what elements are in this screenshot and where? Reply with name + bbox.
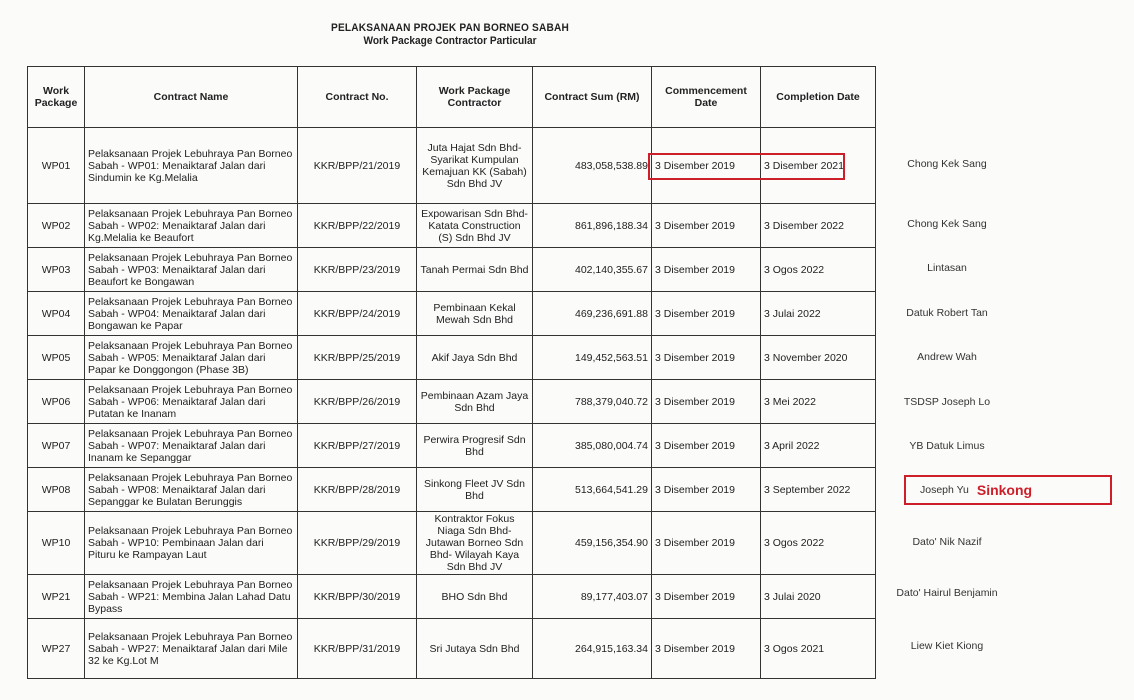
cell-contractor: Sri Jutaya Sdn Bhd xyxy=(417,619,533,679)
cell-commencement-date: 3 Disember 2019 xyxy=(652,619,761,679)
table-row xyxy=(28,619,876,679)
cell-contract-name: Pelaksanaan Projek Lebuhraya Pan Borneo Sabah - WP07: Menaiktaraf Jalan dari Inanam ke Sepanggar xyxy=(85,424,298,468)
cell-contract-sum: 385,080,004.74 xyxy=(533,424,652,468)
cell-completion-date: 3 Ogos 2022 xyxy=(761,512,876,575)
cell-completion-date: 3 Julai 2020 xyxy=(761,575,876,619)
document-subtitle: Work Package Contractor Particular xyxy=(363,35,537,47)
representative-name: Datuk Robert Tan xyxy=(906,307,988,319)
representative-name: YB Datuk Limus xyxy=(909,440,985,452)
cell-commencement-date: 3 Disember 2019 xyxy=(652,336,761,380)
cell-commencement-date: 3 Disember 2019 xyxy=(652,128,761,204)
table-row xyxy=(28,512,876,575)
representative-name: TSDSP Joseph Lo xyxy=(903,396,991,408)
cell-contract-name: Pelaksanaan Projek Lebuhraya Pan Borneo Sabah - WP05: Menaiktaraf Jalan dari Papar ke Donggongon (Phase 3B) xyxy=(85,336,298,380)
cell-commencement-date: 3 Disember 2019 xyxy=(652,248,761,292)
sinkong-highlight-box xyxy=(904,475,1112,505)
table-header-row xyxy=(28,67,876,128)
date-highlight-box xyxy=(648,153,845,180)
cell-contract-sum: 264,915,163.34 xyxy=(533,619,652,679)
cell-contract-name: Pelaksanaan Projek Lebuhraya Pan Borneo Sabah - WP06: Menaiktaraf Jalan dari Putatan ke Inanam xyxy=(85,380,298,424)
cell-contract-name: Pelaksanaan Projek Lebuhraya Pan Borneo Sabah - WP10: Pembinaan Jalan dari Pituru ke Rampayan Laut xyxy=(85,512,298,575)
sinkong-annotation: Sinkong xyxy=(976,482,1033,498)
header-contract-sum: Contract Sum (RM) xyxy=(533,67,652,128)
cell-work-package: WP08 xyxy=(28,468,85,512)
cell-contract-sum: 513,664,541.29 xyxy=(533,468,652,512)
cell-contract-no: KKR/BPP/25/2019 xyxy=(298,336,417,380)
cell-contract-no: KKR/BPP/21/2019 xyxy=(298,128,417,204)
cell-completion-date: 3 September 2022 xyxy=(761,468,876,512)
representative-name: Liew Kiet Kiong xyxy=(910,640,984,652)
cell-contract-no: KKR/BPP/28/2019 xyxy=(298,468,417,512)
cell-contractor: Kontraktor Fokus Niaga Sdn Bhd- Jutawan Borneo Sdn Bhd- Wilayah Kaya Sdn Bhd JV xyxy=(417,512,533,575)
cell-contract-sum: 469,236,691.88 xyxy=(533,292,652,336)
representative-name: Joseph Yu xyxy=(920,484,969,496)
table-row xyxy=(28,336,876,380)
cell-contractor: Pembinaan Azam Jaya Sdn Bhd xyxy=(417,380,533,424)
header-contract-name: Contract Name xyxy=(85,67,298,128)
cell-contract-no: KKR/BPP/27/2019 xyxy=(298,424,417,468)
cell-contractor: Pembinaan Kekal Mewah Sdn Bhd xyxy=(417,292,533,336)
table-row xyxy=(28,248,876,292)
cell-completion-date: 3 Ogos 2021 xyxy=(761,619,876,679)
header-completion-date: Completion Date xyxy=(761,67,876,128)
cell-contract-sum: 483,058,538.89 xyxy=(533,128,652,204)
cell-contract-name: Pelaksanaan Projek Lebuhraya Pan Borneo Sabah - WP27: Menaiktaraf Jalan dari Mile 32 ke Kg.Lot M xyxy=(85,619,298,679)
cell-contract-name: Pelaksanaan Projek Lebuhraya Pan Borneo Sabah - WP08: Menaiktaraf Jalan dari Sepanggar ke Bulatan Berunggis xyxy=(85,468,298,512)
cell-completion-date: 3 Mei 2022 xyxy=(761,380,876,424)
cell-completion-date: 3 Julai 2022 xyxy=(761,292,876,336)
cell-commencement-date: 3 Disember 2019 xyxy=(652,204,761,248)
cell-contract-sum: 459,156,354.90 xyxy=(533,512,652,575)
table-row xyxy=(28,575,876,619)
cell-work-package: WP03 xyxy=(28,248,85,292)
cell-contract-name: Pelaksanaan Projek Lebuhraya Pan Borneo Sabah - WP02: Menaiktaraf Jalan dari Kg.Melalia ke Beaufort xyxy=(85,204,298,248)
cell-commencement-date: 3 Disember 2019 xyxy=(652,292,761,336)
table-row xyxy=(28,204,876,248)
cell-contract-no: KKR/BPP/23/2019 xyxy=(298,248,417,292)
representative-name: Dato' Nik Nazif xyxy=(912,536,982,548)
cell-contract-no: KKR/BPP/24/2019 xyxy=(298,292,417,336)
cell-contractor: Juta Hajat Sdn Bhd- Syarikat Kumpulan Kemajuan KK (Sabah) Sdn Bhd JV xyxy=(417,128,533,204)
cell-contractor: Akif Jaya Sdn Bhd xyxy=(417,336,533,380)
cell-commencement-date: 3 Disember 2019 xyxy=(652,512,761,575)
cell-completion-date: 3 Disember 2021 xyxy=(761,128,876,204)
cell-contract-sum: 149,452,563.51 xyxy=(533,336,652,380)
cell-contract-sum: 402,140,355.67 xyxy=(533,248,652,292)
table-row xyxy=(28,292,876,336)
cell-work-package: WP06 xyxy=(28,380,85,424)
cell-contract-no: KKR/BPP/22/2019 xyxy=(298,204,417,248)
cell-contract-sum: 788,379,040.72 xyxy=(533,380,652,424)
cell-contract-name: Pelaksanaan Projek Lebuhraya Pan Borneo Sabah - WP04: Menaiktaraf Jalan dari Bongawan ke Papar xyxy=(85,292,298,336)
table-row xyxy=(28,424,876,468)
cell-work-package: WP01 xyxy=(28,128,85,204)
representative-name: Lintasan xyxy=(927,262,967,274)
cell-contract-sum: 861,896,188.34 xyxy=(533,204,652,248)
cell-contract-name: Pelaksanaan Projek Lebuhraya Pan Borneo Sabah - WP01: Menaiktaraf Jalan dari Sindumin ke Kg.Melalia xyxy=(85,128,298,204)
cell-contractor: Perwira Progresif Sdn Bhd xyxy=(417,424,533,468)
header-work-package: Work Package xyxy=(28,67,85,128)
cell-commencement-date: 3 Disember 2019 xyxy=(652,424,761,468)
cell-contract-no: KKR/BPP/30/2019 xyxy=(298,575,417,619)
header-contractor: Work Package Contractor xyxy=(417,67,533,128)
cell-work-package: WP10 xyxy=(28,512,85,575)
header-commencement-date: Commencement Date xyxy=(652,67,761,128)
cell-work-package: WP05 xyxy=(28,336,85,380)
representative-name: Chong Kek Sang xyxy=(907,218,987,230)
cell-completion-date: 3 Ogos 2022 xyxy=(761,248,876,292)
cell-contractor: Tanah Permai Sdn Bhd xyxy=(417,248,533,292)
cell-completion-date: 3 April 2022 xyxy=(761,424,876,468)
cell-commencement-date: 3 Disember 2019 xyxy=(652,575,761,619)
cell-completion-date: 3 Disember 2022 xyxy=(761,204,876,248)
cell-contract-no: KKR/BPP/26/2019 xyxy=(298,380,417,424)
cell-contractor: Sinkong Fleet JV Sdn Bhd xyxy=(417,468,533,512)
cell-commencement-date: 3 Disember 2019 xyxy=(652,380,761,424)
cell-contract-name: Pelaksanaan Projek Lebuhraya Pan Borneo Sabah - WP21: Membina Jalan Lahad Datu Bypass xyxy=(85,575,298,619)
cell-work-package: WP04 xyxy=(28,292,85,336)
document-header xyxy=(0,22,900,47)
cell-contractor: Expowarisan Sdn Bhd- Katata Construction (S) Sdn Bhd JV xyxy=(417,204,533,248)
representative-name: Chong Kek Sang xyxy=(907,158,987,170)
cell-commencement-date: 3 Disember 2019 xyxy=(652,468,761,512)
cell-contract-sum: 89,177,403.07 xyxy=(533,575,652,619)
table-row xyxy=(28,380,876,424)
representative-name: Andrew Wah xyxy=(917,351,977,363)
cell-contractor: BHO Sdn Bhd xyxy=(417,575,533,619)
header-contract-no: Contract No. xyxy=(298,67,417,128)
document-title: PELAKSANAAN PROJEK PAN BORNEO SABAH xyxy=(331,22,569,34)
table-row xyxy=(28,468,876,512)
cell-work-package: WP21 xyxy=(28,575,85,619)
representative-name: Dato' Hairul Benjamin xyxy=(896,587,998,599)
cell-work-package: WP27 xyxy=(28,619,85,679)
cell-contract-name: Pelaksanaan Projek Lebuhraya Pan Borneo Sabah - WP03: Menaiktaraf Jalan dari Beaufort ke Bongawan xyxy=(85,248,298,292)
cell-work-package: WP07 xyxy=(28,424,85,468)
cell-contract-no: KKR/BPP/29/2019 xyxy=(298,512,417,575)
cell-completion-date: 3 November 2020 xyxy=(761,336,876,380)
cell-contract-no: KKR/BPP/31/2019 xyxy=(298,619,417,679)
cell-work-package: WP02 xyxy=(28,204,85,248)
